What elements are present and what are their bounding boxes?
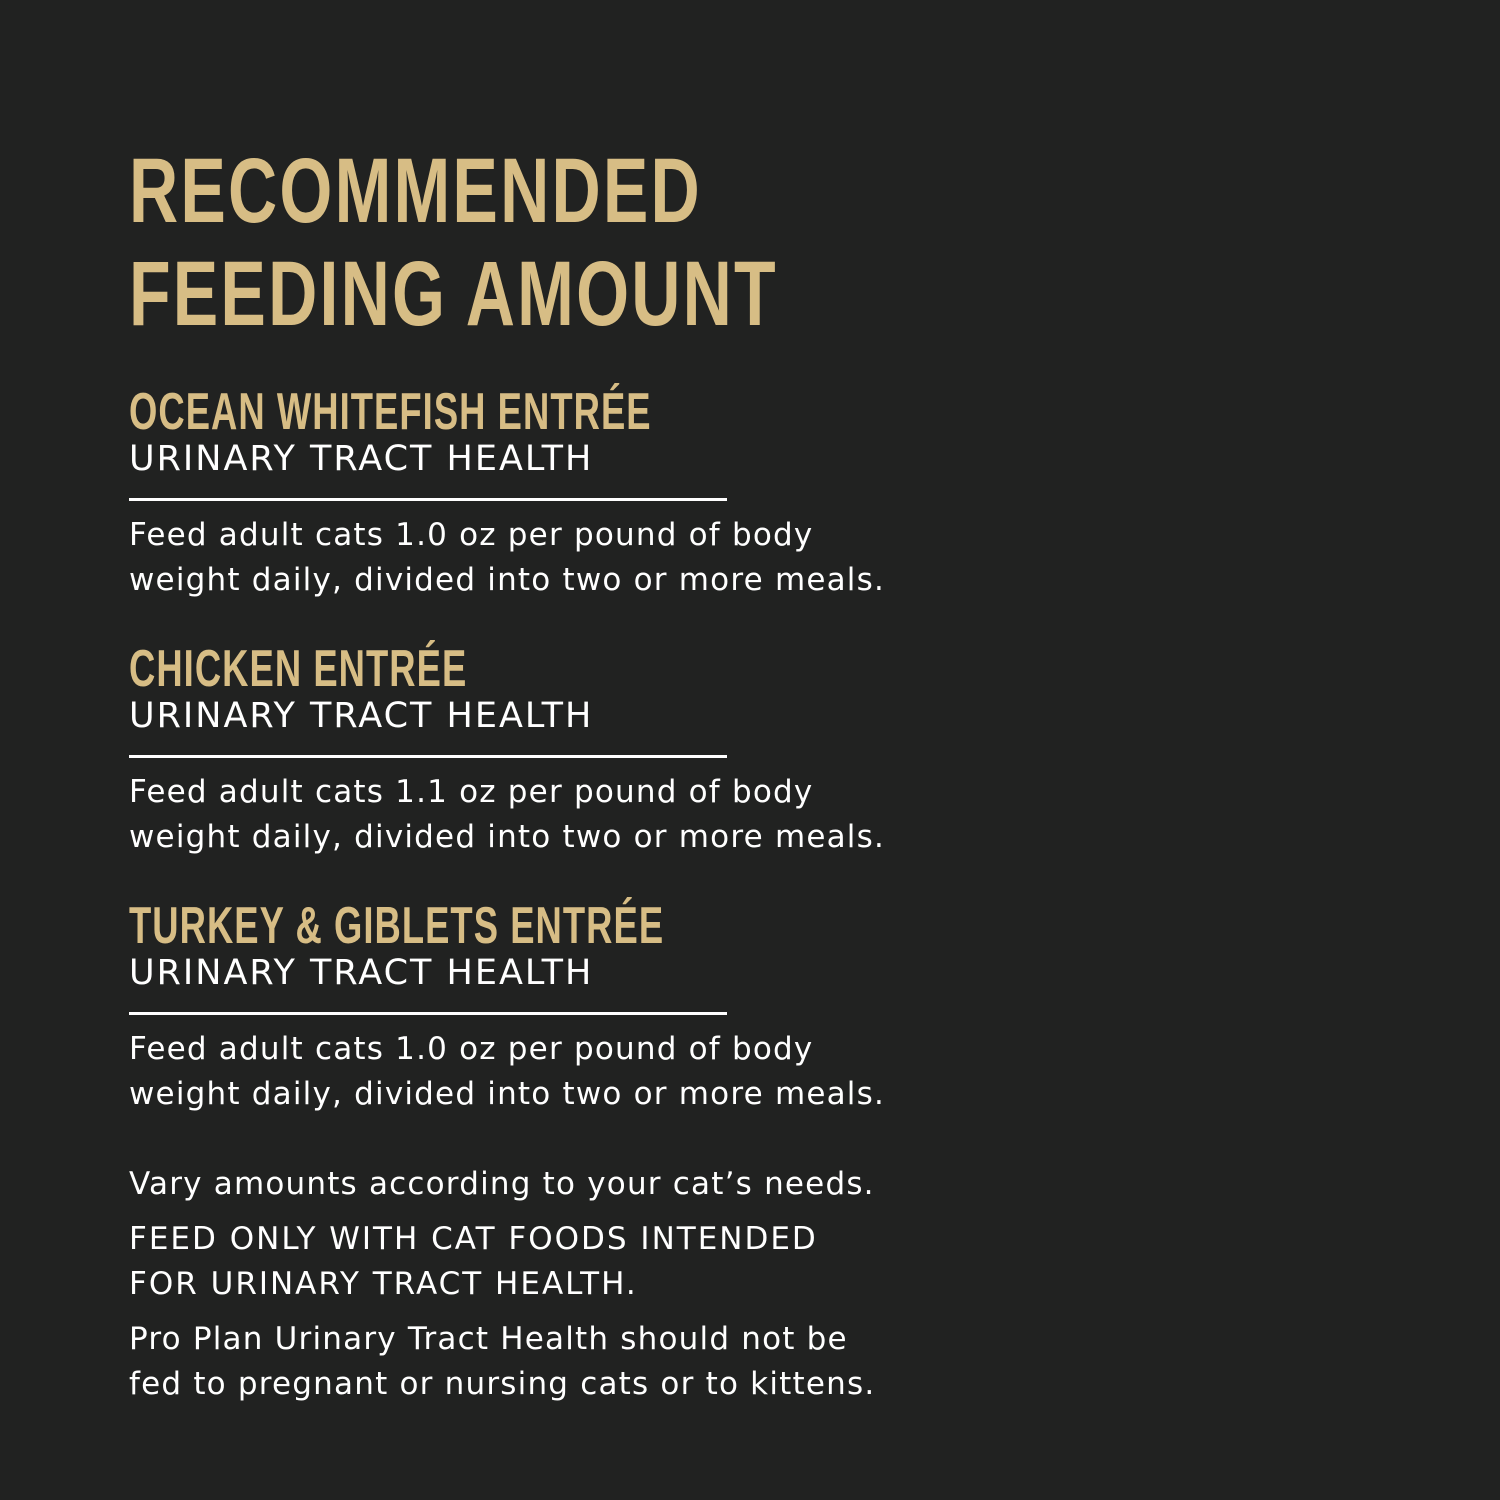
feed-only-line: FOR URINARY TRACT HEALTH.	[129, 1266, 638, 1302]
page-title	[129, 140, 795, 346]
title-line-2: FEEDING AMOUNT	[129, 243, 778, 345]
product-name: CHICKEN ENTRÉE	[129, 640, 468, 698]
product-section-turkey-giblets	[129, 898, 1029, 1117]
product-section-chicken	[129, 641, 1029, 860]
feeding-instructions	[129, 770, 1029, 860]
warning-line: fed to pregnant or nursing cats or to kittens.	[129, 1366, 876, 1402]
section-divider	[129, 498, 727, 501]
feeding-content	[129, 140, 1029, 1407]
product-name: OCEAN WHITEFISH ENTRÉE	[129, 383, 652, 441]
vary-note: Vary amounts according to your cat’s needs.	[129, 1166, 875, 1202]
feeding-instructions	[129, 513, 1029, 603]
section-divider	[129, 755, 727, 758]
section-divider	[129, 1012, 727, 1015]
instructions-line: Feed adult cats 1.1 oz per pound of body	[129, 774, 814, 810]
feed-only-note	[129, 1217, 1029, 1307]
product-subtitle: URINARY TRACT HEALTH	[129, 696, 594, 736]
instructions-line: Feed adult cats 1.0 oz per pound of body	[129, 517, 814, 553]
instructions-line: Feed adult cats 1.0 oz per pound of body	[129, 1031, 814, 1067]
instructions-line: weight daily, divided into two or more meals.	[129, 1076, 886, 1112]
product-name: TURKEY & GIBLETS ENTRÉE	[129, 897, 665, 955]
instructions-line: weight daily, divided into two or more meals.	[129, 819, 886, 855]
instructions-line: weight daily, divided into two or more meals.	[129, 562, 886, 598]
feed-only-line: FEED ONLY WITH CAT FOODS INTENDED	[129, 1221, 818, 1257]
product-subtitle: URINARY TRACT HEALTH	[129, 439, 594, 479]
warning-line: Pro Plan Urinary Tract Health should not be	[129, 1321, 848, 1357]
title-line-1: RECOMMENDED	[129, 140, 702, 242]
feeding-instructions	[129, 1027, 1029, 1117]
warning-note	[129, 1317, 1029, 1407]
product-section-ocean-whitefish	[129, 384, 1029, 603]
product-subtitle: URINARY TRACT HEALTH	[129, 953, 594, 993]
